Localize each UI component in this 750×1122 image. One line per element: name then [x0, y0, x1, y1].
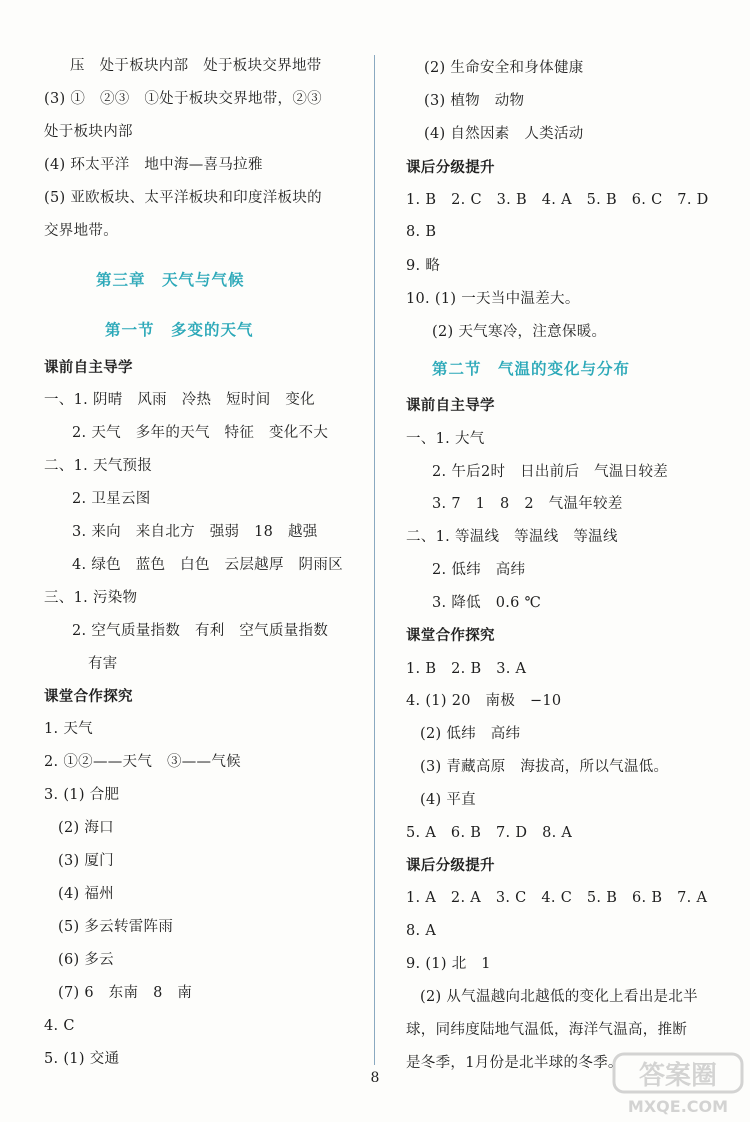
text-line: 9. 略: [406, 258, 441, 274]
text-line: 5. A 6. B 7. D 8. A: [406, 825, 573, 841]
text-line: (2) 生命安全和身体健康: [424, 60, 584, 76]
text-line: 10. (1) 一天当中温差大。: [406, 291, 580, 307]
text-line: 3. 7 1 8 2 气温年较差: [432, 496, 623, 512]
text-line: 2. 空气质量指数 有利 空气质量指数: [72, 623, 329, 639]
text-line: (3) 青藏高原 海拔高，所以气温低。: [420, 759, 669, 775]
text-line: 压 处于板块内部 处于板块交界地带: [70, 58, 322, 74]
text-line: (3) ① ②③ ①处于板块交界地带，②③: [44, 91, 322, 107]
text-line: (4) 福州: [58, 886, 114, 902]
text-line: (2) 从气温越向北越低的变化上看出是北半: [420, 989, 698, 1005]
subheading: 课前自主导学: [44, 359, 133, 376]
subheading: 课堂合作探究: [406, 627, 495, 644]
text-line: 处于板块内部: [44, 124, 133, 140]
text-line: 有害: [88, 656, 118, 672]
section-title: 第二节 气温的变化与分布: [432, 359, 631, 378]
text-line: 2. ①②——天气 ③——气候: [44, 754, 241, 770]
text-line: 1. B 2. B 3. A: [406, 661, 527, 677]
text-line: 4. C: [44, 1018, 75, 1034]
text-line: (2) 天气寒冷，注意保暖。: [432, 324, 607, 340]
watermark-logo-icon: [612, 1052, 744, 1118]
text-line: 4. 绿色 蓝色 白色 云层越厚 阴雨区: [72, 557, 343, 573]
text-line: 一、1. 大气: [406, 431, 485, 447]
text-line: 1. B 2. C 3. B 4. A 5. B 6. C 7. D: [406, 192, 709, 208]
text-line: (3) 植物 动物: [424, 93, 525, 109]
watermark-bottom-text: MXQE.COM: [627, 1097, 729, 1116]
chapter-title: 第三章 天气与气候: [96, 270, 245, 289]
text-line: 2. 天气 多年的天气 特征 变化不大: [72, 425, 329, 441]
text-line: 3. 来向 来自北方 强弱 18 越强: [72, 524, 318, 540]
text-line: 2. 卫星云图: [72, 491, 151, 507]
text-line: 二、1. 等温线 等温线 等温线: [406, 529, 618, 545]
text-line: (2) 海口: [58, 820, 114, 836]
text-line: 2. 低纬 高纬: [432, 562, 526, 578]
text-line: (3) 厦门: [58, 853, 114, 869]
watermark-top-text: 答案圈: [638, 1061, 718, 1091]
text-line: (5) 多云转雷阵雨: [58, 919, 174, 935]
subheading: 课后分级提升: [406, 159, 495, 176]
text-line: (4) 自然因素 人类活动: [424, 126, 584, 142]
subheading: 课前自主导学: [406, 397, 495, 414]
text-line: 3. (1) 合肥: [44, 787, 120, 803]
text-line: 1. A 2. A 3. C 4. C 5. B 6. B 7. A: [406, 890, 708, 906]
text-line: (2) 低纬 高纬: [420, 726, 521, 742]
text-line: 是冬季，1月份是北半球的冬季。: [406, 1055, 623, 1071]
text-line: 一、1. 阴晴 风雨 冷热 短时间 变化: [44, 392, 315, 408]
text-line: 3. 降低 0.6 ℃: [432, 595, 542, 611]
text-line: (4) 平直: [420, 792, 476, 808]
subheading: 课后分级提升: [406, 857, 495, 874]
page-number: 8: [370, 1070, 380, 1086]
text-line: (6) 多云: [58, 952, 114, 968]
subheading: 课堂合作探究: [44, 688, 133, 705]
text-line: 8. B: [406, 224, 437, 240]
text-line: (5) 亚欧板块、太平洋板块和印度洋板块的: [44, 190, 322, 206]
text-line: 二、1. 天气预报: [44, 458, 153, 474]
text-line: 2. 午后2时 日出前后 气温日较差: [432, 464, 669, 480]
text-line: 1. 天气: [44, 721, 93, 737]
column-divider: [374, 55, 375, 1065]
text-line: 8. A: [406, 923, 437, 939]
text-line: 三、1. 污染物: [44, 590, 138, 606]
text-line: 5. (1) 交通: [44, 1051, 120, 1067]
text-line: 9. (1) 北 1: [406, 956, 491, 972]
text-line: (4) 环太平洋 地中海—喜马拉雅: [44, 157, 263, 173]
section-title: 第一节 多变的天气: [105, 320, 254, 339]
text-line: 4. (1) 20 南极 −10: [406, 693, 562, 709]
text-line: (7) 6 东南 8 南: [58, 985, 193, 1001]
text-line: 球，同纬度陆地气温低，海洋气温高，推断: [406, 1022, 688, 1038]
text-line: 交界地带。: [44, 223, 118, 239]
